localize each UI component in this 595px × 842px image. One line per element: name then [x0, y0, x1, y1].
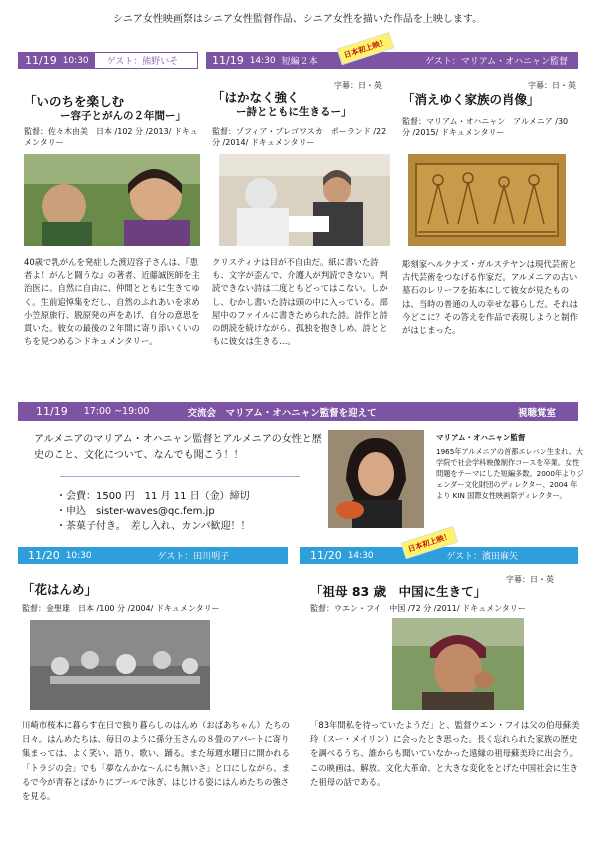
section2a-photo [219, 154, 390, 246]
section4-meta: 監督：ウエン・フイ 中国 /72 分 /2011/ ドキュメンタリー [310, 604, 526, 613]
section3-header [18, 547, 288, 564]
section2b-meta: 監督：マリアム・オハニャン アルメニア /30 分 /2015/ ドキュメンタリー [402, 117, 569, 137]
event-time: 17:00 ~19:00 [83, 406, 150, 417]
section4-time: 14:30 [347, 550, 374, 561]
section4-date: 11/20 [310, 549, 342, 562]
section2b-body: 彫刻家ヘルクナズ・ガルステヤンは現代芸術と古代芸術をつなげる作家だ。アルメニアの古い墓石のレリーフを拓本にして彼女が見たものは、当時の普通の人の幸せな暮らしだ。それは今どこに？その答えを作品で表現しようと制作がはじまった。 [402, 259, 578, 336]
section2a-title: 「はかなく強く [212, 90, 300, 105]
premiere-badge-2: 日本初上映！ [401, 526, 459, 559]
event-title: 交流会 マリアム・オハニャン監督を迎えて [187, 407, 377, 419]
section3-time: 10:30 [65, 550, 92, 561]
event-description: アルメニアのマリアム・オハニャン監督とアルメニアの女性と歴史のこと、文化について、なんでも聞こう！！ [34, 434, 322, 461]
event-divider [60, 476, 300, 477]
section1-title: 「いのちを楽しむ [24, 94, 125, 109]
section1-header [18, 52, 198, 69]
section2b-photo [408, 154, 566, 246]
section1-photo [24, 154, 200, 246]
section4-header [300, 547, 578, 564]
section2a-meta: 監督：ゾフィア・プレゴワスカ ポーランド /22 分 /2014/ ドキュメンタリー [212, 127, 387, 147]
event-director-photo [328, 430, 424, 528]
event-fee: ・会費：1500 円 11 月 11 日（金）締切 [56, 491, 250, 502]
event-apply: ・申込 sister-waves@qc.fem.jp [56, 506, 215, 517]
section3-title: 「花はんめ」 [22, 582, 98, 597]
section2a-subtitles: 字幕：日・英 [334, 81, 382, 90]
section2a-body: クリスティナは目が不自由だ。紙に書いた詩も、文字が歪んで、介護人が判読できない。判読できない詩は二度ともどってはこない。しかし、むかし書いた詩は頭の中に入っている。部屋中のファイルに書きためられた詩。詩作と詩の朗読を続けながら、孤独を抱きしめ、詩とともに彼女は生きる…。 [212, 257, 388, 347]
section3-photo [30, 620, 210, 710]
section4-photo [392, 618, 524, 710]
intro-text: シニア女性映画祭はシニア女性監督作品、シニア女性を描いた作品を上映します。 [112, 14, 483, 25]
section4-body: 「83年間私を待っていたようだ」と、監督ウエン・フイは父の伯母蘇美玲（スー・メイリン）に会ったとき思った。長く忘れられた家族の歴史を調べるうち、誰からも聞いていなかった遠縁の祖母蘇美玲に出会う。この映画は、解放、文化大革命、と大きな変化をとげた中国社会に生きた祖母の話である。 [310, 720, 580, 787]
section1-date: 11/19 [25, 54, 57, 67]
section3-guest: ゲスト：田川明子 [157, 552, 230, 562]
section2-guest: ゲスト：マリアム・オハニャン監督 [425, 57, 568, 67]
event-header [18, 402, 578, 421]
section2-label: 短編２本 [281, 57, 318, 67]
section1-datetime [19, 53, 95, 68]
section4-guest: ゲスト：濱田麻矢 [446, 552, 518, 562]
section2a-subtitle: ー詩とともに生きるー」 [236, 106, 352, 118]
section2-header [206, 52, 578, 69]
section4-title: 「祖母 83 歳 中国に生きて」 [310, 584, 487, 599]
section2-time: 14:30 [249, 55, 276, 66]
event-snacks: ・茶菓子付き。 差し入れ、カンパ歓迎！！ [56, 521, 251, 532]
section2-date: 11/19 [212, 54, 244, 67]
event-bio-name: マリアム・オハニャン監督 [436, 433, 526, 442]
section1-guest: ゲスト：熊野いそ [106, 57, 179, 67]
section4-subtitles: 字幕：日・英 [506, 575, 554, 584]
section1-subtitle: ー容子とがんの２年間ー」 [60, 110, 186, 122]
section1-body: 40歳で乳がんを発症した渡辺容子さんは、『患者よ！がんと闘うな』の著者、近藤誠医師を主治医に、自然に自由に、仲間とともに生きてゆく。生前追悼集をだし、自然のふれあいを求め小笠原旅行、脱原発の声をあげ、自分の意思を貫いた。彼女の最後の２年間に寄り添いくいのちを見つめる＞ドキュメンタリー。 [24, 257, 200, 347]
event-date: 11/19 [36, 405, 68, 418]
section3-date: 11/20 [28, 549, 60, 562]
event-venue: 視聴覚室 [517, 407, 556, 419]
section2b-title: 「消えゆく家族の肖像」 [402, 92, 540, 107]
event-bio: 1965年アルメニアの首都エレバン生まれ。大学院で社会学科映像制作コースを卒業。女性問題をテーマにした短編多数。2000年よりジェンダー文化財団のディレクター、2004 年より KIN 国際女性映画祭ディレクター。 [436, 447, 584, 500]
section3-meta: 監督：金聖雄 日本 /100 分 /2004/ ドキュメンタリー [22, 604, 220, 613]
section1-meta: 監督：佐々木由美 日本 /102 分 /2013/ ドキュメンタリー [24, 127, 198, 147]
section3-body: 川崎市桜本に暮らす在日で独り暮らしのはんめ（おばあちゃん）たちの日々。はんめたちは、毎日のように孫分玉さんの８畳のアパートに寄り集まっては、よく笑い、語り、歌い、踊る。また毎週水曜日に開かれる「トラジの会」でも「夢なんかな～んにも無いさ」と口にしながら、まるで今が青春とばかりにプールで泳ぎ、はじける姿にはんめたちの強さを見る。 [22, 720, 290, 802]
section1-time: 10:30 [62, 55, 89, 66]
premiere-badge: 日本初上映！ [337, 32, 395, 65]
section2b-subtitles: 字幕：日・英 [528, 81, 576, 90]
event-details [56, 489, 251, 534]
